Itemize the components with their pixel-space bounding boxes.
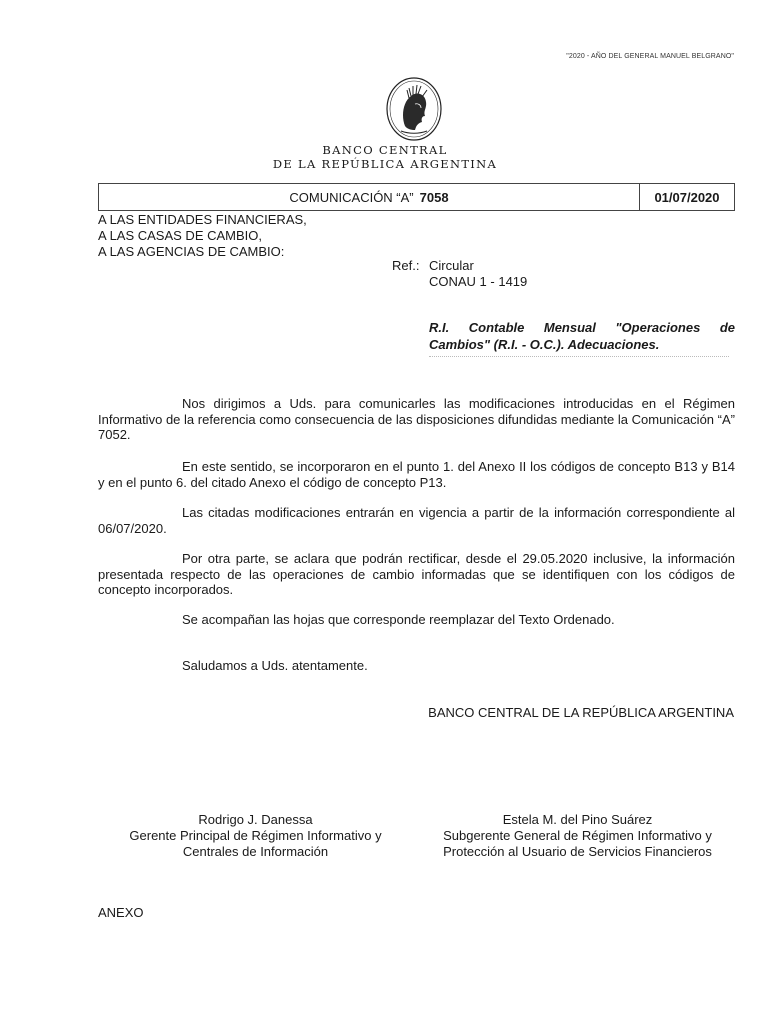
paragraph-3: Las citadas modificaciones entrarán en vigencia a partir de la información correspondiente al 06/07/2020. — [98, 505, 735, 536]
recipient-line-1: A LAS ENTIDADES FINANCIERAS, — [98, 212, 307, 227]
ref-label: Ref.: — [392, 258, 420, 273]
paragraph-4: Por otra parte, se aclara que podrán rectificar, desde el 29.05.2020 inclusive, la información presentada respecto de las operaciones de cambio informadas que se identifiquen con los códigos de concepto incorporados. — [98, 551, 735, 597]
ref-subject: R.I. Contable Mensual "Operaciones de Cambios" (R.I. - O.C.). Adecuaciones. — [429, 320, 735, 352]
closing-greeting: Saludamos a Uds. atentamente. — [182, 658, 368, 673]
paragraph-1: Nos dirigimos a Uds. para comunicarles las modificaciones introducidas en el Régimen Informativo de la referencia como consecuencia de las disposiciones difundidas mediante la Comunicación “A” 7052. — [98, 396, 735, 442]
communication-date: 01/07/2020 — [654, 189, 720, 205]
signatory-name: Estela M. del Pino Suárez — [502, 812, 653, 827]
recipient-line-2: A LAS CASAS DE CAMBIO, — [98, 228, 262, 243]
signature-left — [98, 812, 413, 860]
bank-name-line1: BANCO CENTRAL — [322, 143, 448, 157]
subject-divider — [429, 356, 729, 357]
annex-label: ANEXO — [98, 905, 144, 920]
year-motto: "2020 - AÑO DEL GENERAL MANUEL BELGRANO" — [566, 53, 734, 60]
signature-right — [420, 812, 735, 860]
signatory-title: Centrales de Información — [182, 844, 329, 859]
communication-id — [99, 184, 640, 210]
paragraph-5: Se acompañan las hojas que corresponde reemplazar del Texto Ordenado. — [182, 612, 615, 627]
ref-line-1: Circular — [429, 258, 474, 273]
communication-number: 7058 — [419, 189, 449, 205]
signatory-name: Rodrigo J. Danessa — [198, 812, 313, 827]
bank-name-line2: DE LA REPÚBLICA ARGENTINA — [272, 157, 498, 171]
communication-header-box — [98, 183, 735, 211]
communication-label: COMUNICACIÓN “A” — [289, 189, 414, 205]
signatory-title: Gerente Principal de Régimen Informativo y — [129, 828, 382, 843]
signatory-title: Subgerente General de Régimen Informativo y — [443, 828, 712, 843]
paragraph-2: En este sentido, se incorporaron en el punto 1. del Anexo II los códigos de concepto B13 y B14 y en el punto 6. del citado Anexo el código de concepto P13. — [98, 459, 735, 490]
institution-signoff: BANCO CENTRAL DE LA REPÚBLICA ARGENTINA — [428, 705, 734, 720]
recipient-line-3: A LAS AGENCIAS DE CAMBIO: — [98, 244, 285, 259]
signatory-title: Protección al Usuario de Servicios Financieros — [443, 844, 712, 859]
ref-line-2: CONAU 1 - 1419 — [429, 274, 528, 289]
bcra-emblem-icon — [385, 76, 443, 142]
